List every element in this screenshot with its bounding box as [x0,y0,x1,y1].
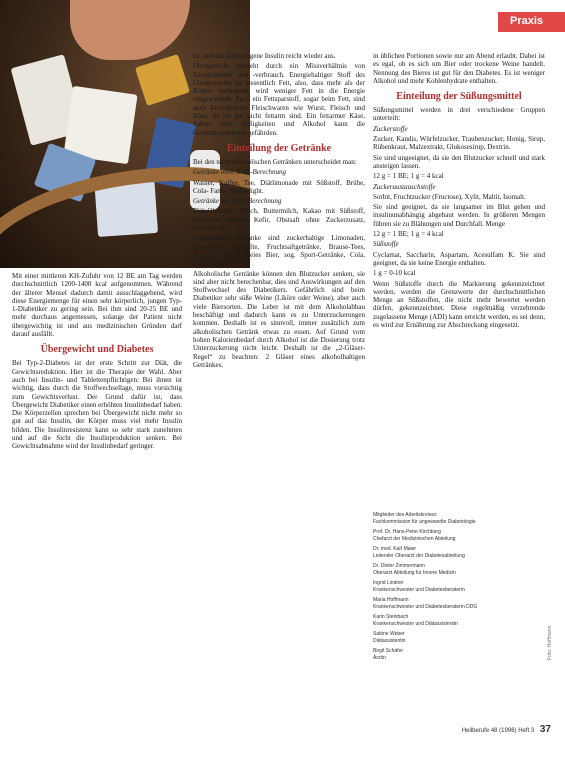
column-1 [12,272,182,453]
page-number: 37 [539,724,551,735]
paragraph: Bei Typ-2-Diabetes ist der erste Schritt zur Diät, die Gewichtsreduktion. Hier ist die Therapie der Wahl. Aber auch bei Insulin- und Tablettenpflichtigen: Bei ihnen ist wichtig, dass durch die Stoffwechsellage, muss vorsichtig zum Gewichtsverlust. Der Grund dafür ist, dass Übergewicht Diabetiker einen erhöhten Insulinbedarf haben. Die Körperzellen sprechen bei Übergewicht nicht mehr so gut auf das Insulin, der Körper muss viel mehr Insulin bilden. Die Insulinresistenz kann so sehr stark zunehmen und auf die Sicht die Insulinproduktion senken. Bei Gewichtsabnahme wird der Insulinbedarf geringer. [12,359,182,451]
paragraph: Alkoholische Getränke können den Blutzucker senken, sie sind aber nicht berechenbar, dies und Auswirkungen auf den Stoffwechsel des Diabetikers. Gefährlich sind beim Diabetiker sehr süße Weine (Liköre oder Weine), aber auch viele Biersorten. Die Leber ist mit dem Alkoholabbau beschäftigt und dadurch kann es zu Unterzuckerungen kommen. Deshalb ist es sinnvoll, immer zusätzlich zum alkoholischen Getränk etwas zu essen. Auf Grund vom hohen Kalorienbedarf durch Alkohol ist die Dosierung trotz Unterzuckerung nicht leicht. Deshalb ist die „2-Gläser-Regel“ zu beachten: 2 Gläser eines alkoholhaltigen Getränkes, [193,269,365,369]
contributor: Mitglieder des Arbeitskreises Fachkommission für angewandte Diabetologie [373,512,476,525]
photo-credit: Foto: Hoffmann [547,625,553,660]
paragraph: 12 g = 1 BE; 1 g = 4 kcal [373,172,444,181]
paragraph: Sie sind geeignet, da sie langsamer im Blut gehen und insulinunabhängig abgebaut werden. In größeren Mengen führen sie zu Blähungen und Durchfall. Menge [373,203,545,228]
contributor: Ingrid Lindner Krankenschwester und Diabetesberaterin [373,580,465,593]
page-footer [462,724,551,735]
paragraph: Übergewicht entsteht durch ein Missverhältnis von Energiezufuhr und -verbrauch. Energiehaltiger Stoff des Übergewichts ist wesentlich Fett, also, dass mehr als der Körper verbraucht, wird weniger Fett in die Energie umgewandelt. Auch ein Fettsparstoff, sogar beim Fett, sind auch Eiweißreiche Fleischwaren wie Wurst, Fleisch und Käse, da sie gar nicht fettarm sind. Ein fettarmer Käse, Sahne, fette Süßigkeiten und Alkohol kann die Gewichtsreduktion gefährden. [193,62,365,137]
paragraph: ist, und das körpereigene Insulin reicht wieder aus. [193,52,336,60]
paragraph: Zucker, Kandis, Würfelzucker, Traubenzucker, Honig, Sirup, Rübenkraut, Malzextrakt, Glukosesirup, Dextrin. [373,135,545,152]
contributor: Karin Steinbach Krankenschwester und Diätassistentin [373,614,458,627]
subheading: Zuckeraustauschstoffe [373,182,436,191]
journal-reference: Heilberufe 48 (1996) Heft 3 [461,728,535,734]
paragraph: Sie sind ungeeignet, da sie den Blutzucker schnell und stark ansteigen lassen. [373,153,545,170]
paragraph: Mit einer mittleren KH-Zufuhr von 12 BE am Tag werden durchschnittlich 1200-1400 kcal aufgenommen. Während der älterer Mensel dadurch damit ausschlaggebend, wird diese Energiemenge für einen sehr körperlich, jungen Typ-1-Diabetiker zu gering sein. Bei ihm sind 20-25 BE und mehr durchaus angemessen, solange der Patient nicht übergewichtig ist und aus medizinischen Gründen darf darauf ausfällt. [12,272,182,339]
contributor: Dr. Dieter Zimmermann Oberarzt Abteilung für Innere Medizin [373,563,456,576]
subheading: Getränke mit KHE-Berechnung [193,197,282,206]
paragraph: Wenn Süßstoffe durch die Markierung gekennzeichnet werden, werden die Grenzwerte der durchschnittlichen Menge an Süßstoffen, die nicht mehr bewertet werden dürfen, gekennzeichnet. Diese regelmäßig verzehrende zugelassene Menge (ADI) kann erreicht werden, es sei denn, es wird zur Ernährung zur Abschreckung eingesetzt. [373,279,545,330]
heading-drinks: Einteilung der Getränke [226,142,332,154]
paragraph: Cyclamat, Saccharin, Aspartam, Acesulfam K. Sie sind geeignet, da sie keine Energie enthalten. [373,250,545,267]
section-tab [498,12,565,32]
contributors-list [373,512,543,665]
contributor: Sabine Weber Diätassistentin [373,631,406,644]
column-3 [373,52,545,331]
heading-sweeteners: Einteilung der Süßungsmittel [396,91,522,103]
paragraph: Bei den nicht alkoholischen Getränken unterscheidet man: [193,157,357,166]
contributor: Maria Hoffmann Krankenschwester und Diabetesberaterin DDG [373,597,478,610]
subheading: Süßstoffe [373,240,399,249]
paragraph: Ungeeignete Getränke sind zuckerhaltige Limonaden, gezuckerte Obstsäfte, Fruchtsaftgetränke, Brause-Tees, Malzbier, alkoholfreies Bier, sog. Sport-Getränke, Cola, Fanta, Sprite. [193,234,365,268]
contributor: Prof. Dr. Hans-Peter Kirchberg Chefarzt der Medizinischen Abteilung [373,529,456,542]
paragraph: Sorbit, Fruchtzucker (Fructose), Xylit, Maltit, Isomalt. [373,192,526,201]
column-2 [193,52,365,371]
paragraph: 1 g = 0-10 kcal [373,269,416,278]
contributor: Birgit Schäfer Ärztin [373,648,404,661]
paragraph: in üblichen Portionen sowie nur am Abend erlaubt. Dabei ist es egal, ob es sich um Bier oder trockene Weine handelt. Nennung des Bieres ist gut für den Diabetes. Es ist weniger Alkohol und mehr Kohlenhydrate enthalten. [373,52,545,85]
paragraph: Diät-Obstsäfte, Milch, Buttermilch, Kakao mit Süßstoff, Diätbitter, Molke, Kefir, Obstsaft ohne Zuckerzusatz, Gemüsesaft. [193,207,365,233]
heading-overweight: Übergewicht und Diabetes [40,344,154,356]
paragraph: Wasser, Kaffee, Tee, Diätlimonade mit Süßstoff, Brühe, Cola- Fanta- Sprite-light. [193,178,365,195]
paragraph: Süßungsmittel werden in drei verschiedene Gruppen unterteilt: [373,106,545,123]
subheading: Getränke ohne KHE-Berechnung [193,168,287,177]
section-label: Praxis [510,15,544,27]
subheading: Zuckerstoffe [373,124,408,133]
contributor: Dr. med. Karl Maier Leitender Oberarzt der Diabetesabteilung [373,546,465,559]
paragraph: 12 g = 1 BE; 1 g = 4 kcal [373,230,444,239]
